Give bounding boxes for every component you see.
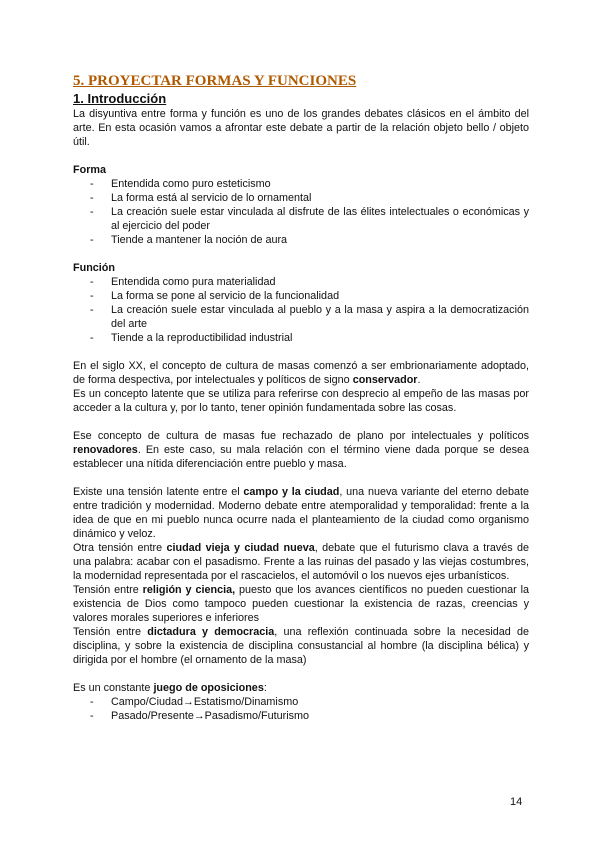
bold-term: religión y ciencia, (142, 584, 236, 596)
tension-religion-paragraph (73, 583, 529, 625)
bold-term: juego de oposiciones (153, 682, 264, 694)
siglo-paragraph (73, 359, 529, 387)
juego-paragraph (73, 681, 529, 695)
oposiciones-list (73, 695, 529, 723)
list-item: - Entendida como pura materialidad (73, 275, 529, 289)
spacer (73, 667, 529, 681)
text-run: , una reflexión continuada sobre la necesidad de disciplina, y sobre la existencia de disciplina consustancial al hombre (la disciplina bélica) y dirigida por el hombre (el ornamento de la masa) (73, 626, 529, 666)
list-item: - Tiende a mantener la noción de aura (73, 233, 529, 247)
rechazado-paragraph (73, 429, 529, 471)
page-number: 14 (510, 796, 523, 808)
text-run: : (263, 682, 267, 694)
bold-term: ciudad vieja y ciudad nueva (166, 542, 315, 554)
bold-term: dictadura y democracia (147, 626, 275, 638)
list-item: - Entendida como puro esteticismo (73, 177, 529, 191)
bold-term: conservador (352, 374, 418, 386)
spacer (73, 415, 529, 429)
chapter-title: 5. PROYECTAR FORMAS Y FUNCIONES (73, 73, 357, 89)
text-run: Otra tensión entre (73, 542, 167, 554)
list-item: - La creación suele estar vinculada al pueblo y a la masa y aspira a la democratización del arte (73, 303, 529, 331)
list-item: - Tiende a la reproductibilidad industrial (73, 331, 529, 345)
text-run: , una nueva variante del eterno debate entre tradición y modernidad. Moderno debate entre atemporalidad y temporalidad: frente a la idea de que en mi pueblo nunca ocurre nada el planteamiento de la ciudad como organismo dinámico y veloz. (73, 486, 529, 540)
bold-term: renovadores (73, 444, 138, 456)
list-item: - La creación suele estar vinculada al disfrute de las élites intelectuales o económicas y al ejercicio del poder (73, 205, 529, 233)
forma-heading: Forma (73, 164, 106, 176)
spacer (73, 149, 529, 163)
latente-paragraph: Es un concepto latente que se utiliza para referirse con desprecio al empeño de las masas por acceder a la cultura y, por lo tanto, tener opinión fundamentada sobre las cosas. (73, 388, 529, 414)
text-run: puesto que los avances científicos no pueden cuestionar la existencia de Dios como tampoco pueden cuestionar la existencia de razas, creencias y valores morales superiores e inferiores (73, 584, 529, 624)
list-item: - La forma se pone al servicio de la funcionalidad (73, 289, 529, 303)
list-item: - La forma está al servicio de lo ornamental (73, 191, 529, 205)
forma-list (73, 177, 529, 247)
spacer (73, 471, 529, 485)
intro-paragraph: La disyuntiva entre forma y función es uno de los grandes debates clásicos en el ámbito del arte. En esta ocasión vamos a afrontar este debate a partir de la relación objeto bello / objeto útil. (73, 108, 529, 148)
text-run: . (417, 374, 421, 386)
tension-dictadura-paragraph (73, 625, 529, 667)
bold-term: campo y la ciudad (243, 486, 340, 498)
text-run: Tensión entre (73, 584, 143, 596)
funcion-heading: Función (73, 262, 115, 274)
list-item: - Pasado/Presente→Pasadismo/Futurismo (73, 709, 529, 723)
spacer (73, 345, 529, 359)
text-run: Tensión entre (73, 626, 148, 638)
text-run: . En este caso, su mala relación con el término viene dada porque se desea establecer una nítida diferenciación entre pueblo y masa. (73, 444, 529, 470)
text-run: Es un constante (73, 682, 154, 694)
text-run: , debate que el futurismo clava a través de una palabra: acabar con el pasadismo. Frente a las ruinas del pasado y las viejas costumbres, la modernidad representada por el rascacielos, el automóvil o los nuevos ejes urbanísticos. (73, 542, 529, 582)
text-run: Ese concepto de cultura de masas fue rechazado de plano por intelectuales y políticos (73, 430, 529, 442)
section-title: 1. Introducción (73, 91, 167, 106)
page-content (73, 72, 529, 723)
funcion-list (73, 275, 529, 345)
list-item: - Campo/Ciudad→Estatismo/Dinamismo (73, 695, 529, 709)
spacer (73, 247, 529, 261)
tension-ciudad-paragraph (73, 541, 529, 583)
text-run: En el siglo XX, el concepto de cultura de masas comenzó a ser embrionariamente adoptado, de forma despectiva, por intelectuales y políticos de signo (73, 360, 529, 386)
text-run: Existe una tensión latente entre el (73, 486, 244, 498)
tension-campo-paragraph (73, 485, 529, 541)
